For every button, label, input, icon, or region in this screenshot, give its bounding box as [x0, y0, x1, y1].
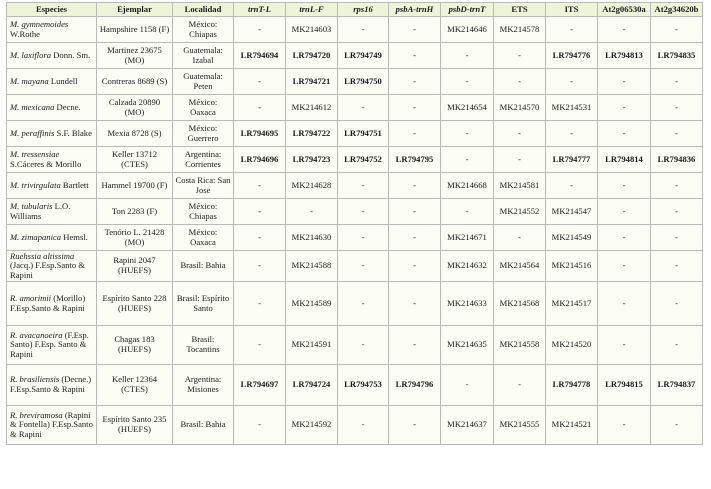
accession-cell: LR794694 — [234, 43, 286, 69]
accession-cell: - — [389, 17, 441, 43]
accession-cell: LR794777 — [546, 147, 598, 173]
accession-cell: - — [338, 406, 389, 445]
accession-cell: - — [651, 17, 703, 43]
accession-cell: - — [598, 251, 651, 282]
accession-cell: LR794722 — [286, 121, 338, 147]
accession-cell: - — [234, 173, 286, 199]
species-cell — [7, 251, 97, 282]
species-cell — [7, 17, 97, 43]
localidad-cell: Brasil: Bahia — [173, 251, 234, 282]
accession-cell: - — [338, 173, 389, 199]
accession-cell: - — [651, 95, 703, 121]
localidad-cell: Guatemala: Peten — [173, 69, 234, 95]
accession-cell: - — [598, 282, 651, 326]
accession-cell: MK214589 — [286, 282, 338, 326]
accession-cell: MK214668 — [441, 173, 494, 199]
accession-cell: - — [389, 95, 441, 121]
species-author: L.O. Williams — [10, 200, 71, 221]
accession-cell: - — [546, 17, 598, 43]
accession-cell: MK214633 — [441, 282, 494, 326]
accession-cell: - — [441, 147, 494, 173]
ejemplar-cell: Espírito Santo 235 (HUEFS) — [97, 406, 173, 445]
species-name: R. amorimii — [10, 292, 52, 303]
table-row — [7, 326, 703, 365]
species-author: Bartlett — [60, 179, 89, 190]
accession-cell: - — [651, 121, 703, 147]
accession-cell: - — [234, 406, 286, 445]
accession-cell: LR794695 — [234, 121, 286, 147]
species-name: M. tressensiae — [10, 148, 60, 159]
accession-cell: MK214637 — [441, 406, 494, 445]
accession-cell: LR794813 — [598, 43, 651, 69]
accession-cell: - — [651, 251, 703, 282]
accession-cell: LR794724 — [286, 365, 338, 406]
accession-cell: MK214603 — [286, 17, 338, 43]
accession-cell: - — [338, 95, 389, 121]
accession-cell: LR794795 — [389, 147, 441, 173]
accession-cell: - — [494, 147, 546, 173]
accession-cell: MK214581 — [494, 173, 546, 199]
accession-cell: - — [389, 69, 441, 95]
column-header: Localidad — [173, 3, 234, 17]
accession-cell: MK214531 — [546, 95, 598, 121]
column-header: psbD-trnT — [441, 3, 494, 17]
accession-cell: - — [546, 173, 598, 199]
accession-cell: - — [338, 282, 389, 326]
accession-cell: MK214635 — [441, 326, 494, 365]
accession-cell: - — [598, 326, 651, 365]
accession-cell: - — [651, 225, 703, 251]
accession-cell: - — [338, 199, 389, 225]
table-container — [6, 2, 702, 445]
accession-cell: - — [389, 173, 441, 199]
accession-cell: - — [234, 17, 286, 43]
column-header: rps16 — [338, 3, 389, 17]
specimen-table — [6, 2, 703, 445]
table-row — [7, 95, 703, 121]
accession-cell: - — [651, 173, 703, 199]
accession-cell: MK214568 — [494, 282, 546, 326]
accession-cell: MK214628 — [286, 173, 338, 199]
species-author: Hemsl. — [61, 231, 88, 242]
accession-cell: - — [598, 406, 651, 445]
ejemplar-cell: Tenório L. 21428 (MO) — [97, 225, 173, 251]
accession-cell: MK214564 — [494, 251, 546, 282]
species-author: (Jacq.) F.Esp.Santo & Rapini — [10, 260, 85, 280]
species-name: M. peraffinis — [10, 127, 55, 138]
localidad-cell: México: Oaxaca — [173, 225, 234, 251]
accession-cell: - — [234, 282, 286, 326]
accession-cell: MK214549 — [546, 225, 598, 251]
species-name: M. tubularis — [10, 200, 53, 211]
accession-cell: MK214591 — [286, 326, 338, 365]
column-header: Ejemplar — [97, 3, 173, 17]
accession-cell: - — [598, 199, 651, 225]
accession-cell: LR794753 — [338, 365, 389, 406]
accession-cell: LR794836 — [651, 147, 703, 173]
accession-cell: MK214547 — [546, 199, 598, 225]
species-author: W.Rothe — [10, 28, 40, 39]
table-row — [7, 173, 703, 199]
species-cell — [7, 121, 97, 147]
ejemplar-cell: Keller 13712 (CTES) — [97, 147, 173, 173]
accession-cell: - — [494, 121, 546, 147]
species-name: M. mexicana — [10, 101, 55, 112]
ejemplar-cell: Hampshire 1158 (F) — [97, 17, 173, 43]
accession-cell: - — [234, 199, 286, 225]
accession-cell: LR794697 — [234, 365, 286, 406]
ejemplar-cell: Rapini 2047 (HUEFS) — [97, 251, 173, 282]
localidad-cell: Brasil: Tocantins — [173, 326, 234, 365]
accession-cell: - — [441, 69, 494, 95]
table-row — [7, 147, 703, 173]
accession-cell: LR794835 — [651, 43, 703, 69]
species-name: M. zimapanica — [10, 231, 62, 242]
accession-cell: LR794751 — [338, 121, 389, 147]
species-author: Decne. — [54, 101, 81, 112]
species-cell — [7, 173, 97, 199]
accession-cell: MK214570 — [494, 95, 546, 121]
localidad-cell: Argentina: Misiones — [173, 365, 234, 406]
table-row — [7, 406, 703, 445]
localidad-cell: Costa Rica: San Jose — [173, 173, 234, 199]
table-row — [7, 43, 703, 69]
accession-cell: - — [598, 95, 651, 121]
species-cell — [7, 282, 97, 326]
accession-cell: LR794776 — [546, 43, 598, 69]
table-row — [7, 69, 703, 95]
species-author: S.Cáceres & Morillo — [10, 158, 82, 169]
species-cell — [7, 225, 97, 251]
table-row — [7, 251, 703, 282]
accession-cell: - — [494, 365, 546, 406]
ejemplar-cell: Espírito Santo 228 (HUEFS) — [97, 282, 173, 326]
column-header: trnL-F — [286, 3, 338, 17]
accession-cell: - — [651, 282, 703, 326]
accession-cell: - — [234, 225, 286, 251]
accession-cell: - — [651, 406, 703, 445]
species-author: (Decne.) F.Esp.Santo & Rapini — [10, 374, 92, 394]
accession-cell: MK214592 — [286, 406, 338, 445]
accession-cell: MK214612 — [286, 95, 338, 121]
ejemplar-cell: Martinez 23675 (MO) — [97, 43, 173, 69]
accession-cell: - — [286, 199, 338, 225]
ejemplar-cell: Hammel 19700 (F) — [97, 173, 173, 199]
localidad-cell: México: Chiapas — [173, 199, 234, 225]
table-row — [7, 17, 703, 43]
ejemplar-cell: Chagas 183 (HUEFS) — [97, 326, 173, 365]
localidad-cell: México: Oaxaca — [173, 95, 234, 121]
accession-cell: - — [441, 199, 494, 225]
ejemplar-cell: Calzada 20890 (MO) — [97, 95, 173, 121]
accession-cell: - — [546, 121, 598, 147]
accession-cell: - — [598, 121, 651, 147]
accession-cell: LR794778 — [546, 365, 598, 406]
accession-cell: - — [338, 251, 389, 282]
accession-cell: - — [651, 69, 703, 95]
accession-cell: - — [598, 173, 651, 199]
accession-cell: MK214516 — [546, 251, 598, 282]
accession-cell: LR794815 — [598, 365, 651, 406]
accession-cell: MK214555 — [494, 406, 546, 445]
accession-cell: - — [494, 225, 546, 251]
accession-cell: LR794723 — [286, 147, 338, 173]
species-author: (Morillo) F.Esp.Santo & Rapini — [10, 292, 86, 313]
accession-cell: - — [389, 225, 441, 251]
accession-cell: - — [234, 326, 286, 365]
species-author: S.F. Blake — [54, 127, 92, 138]
header-row — [7, 3, 703, 17]
species-cell — [7, 199, 97, 225]
table-row — [7, 365, 703, 406]
accession-cell: LR794750 — [338, 69, 389, 95]
table-row — [7, 225, 703, 251]
column-header: At2g34620b — [651, 3, 703, 17]
column-header: ETS — [494, 3, 546, 17]
table-body — [7, 17, 703, 445]
accession-cell: - — [494, 43, 546, 69]
accession-cell: LR794752 — [338, 147, 389, 173]
accession-cell: - — [338, 326, 389, 365]
accession-cell: MK214630 — [286, 225, 338, 251]
localidad-cell: México: Guerrero — [173, 121, 234, 147]
accession-cell: - — [389, 326, 441, 365]
species-cell — [7, 365, 97, 406]
accession-cell: LR794721 — [286, 69, 338, 95]
species-name: R. breviramosa — [10, 409, 63, 420]
species-name: M. laxiflora — [10, 49, 52, 60]
species-cell — [7, 406, 97, 445]
accession-cell: MK214646 — [441, 17, 494, 43]
species-name: M. gymnemoides — [10, 18, 69, 29]
column-header: trnT-L — [234, 3, 286, 17]
accession-cell: - — [389, 406, 441, 445]
accession-cell: LR794720 — [286, 43, 338, 69]
accession-cell: - — [338, 17, 389, 43]
accession-cell: - — [598, 225, 651, 251]
species-author: Lundell — [48, 75, 78, 86]
accession-cell: MK214521 — [546, 406, 598, 445]
species-cell — [7, 69, 97, 95]
accession-cell: MK214558 — [494, 326, 546, 365]
accession-cell: - — [234, 95, 286, 121]
species-author: (F.Esp. Santo) F.Esp. Santo & Rapini — [10, 329, 89, 359]
localidad-cell: México: Chiapas — [173, 17, 234, 43]
accession-cell: - — [598, 69, 651, 95]
accession-cell: MK214588 — [286, 251, 338, 282]
localidad-cell: Brasil: Bahia — [173, 406, 234, 445]
accession-cell: - — [651, 326, 703, 365]
species-cell — [7, 95, 97, 121]
accession-cell: - — [338, 225, 389, 251]
accession-cell: - — [389, 251, 441, 282]
accession-cell: LR794814 — [598, 147, 651, 173]
table-row — [7, 282, 703, 326]
accession-cell: - — [389, 43, 441, 69]
accession-cell: - — [389, 121, 441, 147]
accession-cell: - — [389, 199, 441, 225]
accession-cell: MK214654 — [441, 95, 494, 121]
accession-cell: MK214520 — [546, 326, 598, 365]
column-header: Especies — [7, 3, 97, 17]
accession-cell: - — [546, 69, 598, 95]
species-name: R. avacanoeira — [10, 329, 63, 340]
localidad-cell: Brasil: Espírito Santo — [173, 282, 234, 326]
accession-cell: - — [234, 69, 286, 95]
species-name: M. trivirgulata — [10, 179, 61, 190]
accession-cell: MK214578 — [494, 17, 546, 43]
accession-cell: - — [441, 43, 494, 69]
species-author: (Rapini & Fontella) F.Esp.Santo & Rapini — [10, 409, 93, 439]
species-name: M. mayana — [10, 75, 49, 86]
ejemplar-cell: Mexia 8728 (S) — [97, 121, 173, 147]
accession-cell: LR794749 — [338, 43, 389, 69]
accession-cell: MK214517 — [546, 282, 598, 326]
ejemplar-cell: Ton 2283 (F) — [97, 199, 173, 225]
table-row — [7, 199, 703, 225]
accession-cell: MK214671 — [441, 225, 494, 251]
table-row — [7, 121, 703, 147]
species-author: Donn. Sm. — [51, 49, 91, 60]
species-cell — [7, 326, 97, 365]
accession-cell: - — [234, 251, 286, 282]
accession-cell: LR794837 — [651, 365, 703, 406]
species-name: R. brasiliensis — [10, 374, 60, 385]
accession-cell: - — [441, 121, 494, 147]
accession-cell: - — [598, 17, 651, 43]
localidad-cell: Argentina: Corrientes — [173, 147, 234, 173]
accession-cell: - — [494, 69, 546, 95]
species-name: Ruehssia altissima — [10, 250, 75, 261]
accession-cell: LR794696 — [234, 147, 286, 173]
column-header: psbA-trnH — [389, 3, 441, 17]
accession-cell: - — [651, 199, 703, 225]
accession-cell: - — [389, 282, 441, 326]
column-header: At2g06530a — [598, 3, 651, 17]
localidad-cell: Guatemala: Izabal — [173, 43, 234, 69]
species-cell — [7, 43, 97, 69]
accession-cell: LR794796 — [389, 365, 441, 406]
column-header: ITS — [546, 3, 598, 17]
ejemplar-cell: Contreras 8689 (S) — [97, 69, 173, 95]
accession-cell: - — [441, 365, 494, 406]
species-cell — [7, 147, 97, 173]
accession-cell: MK214552 — [494, 199, 546, 225]
ejemplar-cell: Keller 12364 (CTES) — [97, 365, 173, 406]
accession-cell: MK214632 — [441, 251, 494, 282]
